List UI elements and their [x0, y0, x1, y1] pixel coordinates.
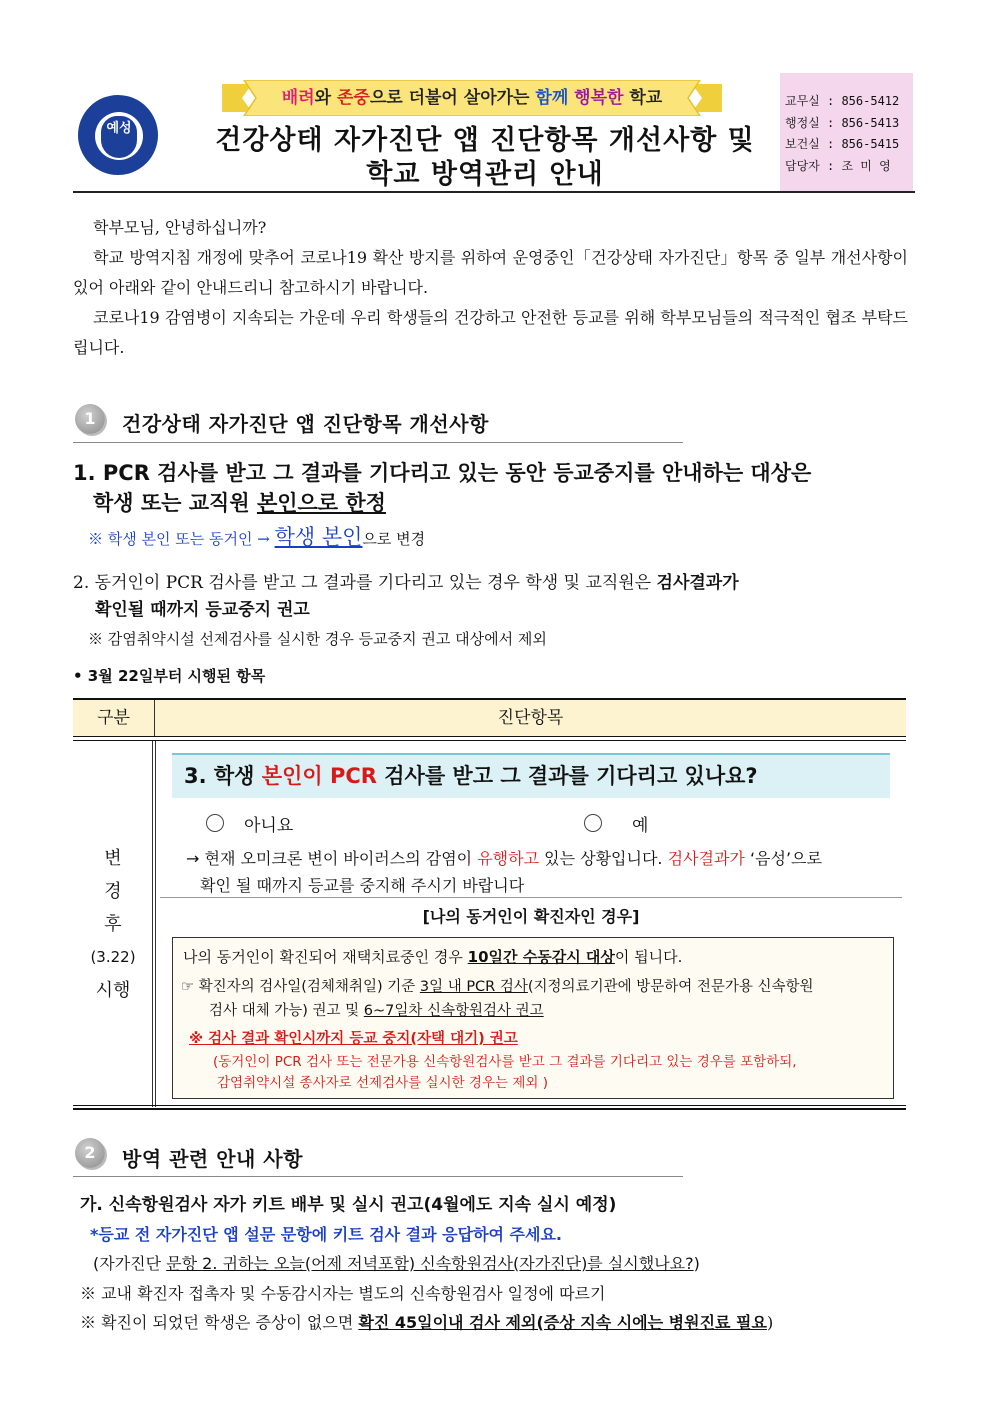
page-title: [175, 124, 795, 192]
banner-word-8: 학교: [623, 88, 663, 108]
intro-paragraph-2: 코로나19 감염병이 지속되는 가운데 우리 학생들의 건강하고 안전한 등교를 위해 학부모님들의 적극적인 협조 부탁드립니다.: [73, 308, 908, 357]
row-label-char: 경: [104, 881, 122, 902]
row-label-char: 시행: [95, 980, 131, 1001]
line-4-text: ): [766, 1313, 774, 1332]
question-text: 검사를 받고 그 결과를 기다리고 있나요?: [376, 764, 758, 788]
section-2-line-2: [93, 1251, 700, 1277]
box-text: (지정의료기관에 방문하여 전문가용 신속항원: [527, 979, 814, 995]
question-emphasis: 본인이 PCR: [261, 764, 377, 788]
row-label-date: (3.22): [90, 948, 136, 966]
answer-text: → 현재 오미크론 변이 바이러스의 감염이: [186, 849, 478, 868]
answer-text: ‘음성’으로: [744, 849, 822, 868]
line-2-text: ): [693, 1254, 700, 1273]
item-2-line-1: [73, 569, 739, 598]
radio-yes[interactable]: [584, 814, 602, 832]
line-4-text: ※ 확진이 되었던 학생은 증상이 없으면: [80, 1313, 359, 1332]
row-label-char: 변: [104, 848, 122, 869]
title-line-2: 학교 방역관리 안내: [366, 159, 604, 190]
table-bottom-rule: [73, 1105, 906, 1106]
banner-word-1: 배려: [281, 88, 315, 108]
box-line-1: [183, 945, 682, 969]
contact-line: 보건실 : 856-5415: [785, 137, 900, 151]
box-text: ☞ 확진자의 검사일(검체채취일) 기준: [181, 979, 420, 995]
box-text: 이 됩니다.: [614, 948, 683, 966]
table-rule: [73, 736, 906, 737]
section-number-2: 2: [75, 1138, 105, 1168]
question-text: 3. 학생: [184, 764, 262, 788]
question-box: [172, 753, 890, 798]
greeting: 학부모님, 안녕하십니까?: [93, 218, 267, 237]
answer-emphasis: 유행하고: [477, 849, 540, 868]
row-label: [73, 842, 153, 1007]
table-rule: [73, 740, 906, 741]
line-4-emphasis: 확진 45일이내 검사 제외(증상 지속 시에는 병원진료 필요: [358, 1313, 767, 1332]
item-2-note: ※ 감염취약시설 선제검사를 실시한 경우 등교중지 권고 대상에서 제외: [88, 630, 547, 648]
box-line-3: [209, 999, 544, 1023]
table-bottom-rule: [73, 1108, 906, 1110]
contact-box: [780, 73, 913, 191]
contact-line: 행정실 : 856-5413: [785, 115, 900, 130]
banner-word-3: 존중: [336, 88, 370, 108]
section-2-underline: [73, 1176, 683, 1177]
answer-line-1: [186, 844, 822, 873]
answer-text: 있는 상황입니다.: [539, 849, 668, 868]
item-1-note-emphasis: 학생 본인: [274, 525, 363, 549]
line-2-text: (자가진단: [93, 1254, 167, 1273]
logo-text: 예성: [106, 121, 132, 136]
section-1-underline: [73, 442, 683, 443]
section-2-title: 방역 관련 안내 사항: [122, 1147, 303, 1171]
section-2-item-a: 가. 신속항원검사 자가 키트 배부 및 실시 권고(4월에도 지속 실시 예정): [80, 1195, 617, 1215]
banner-word-2: 와: [314, 88, 337, 108]
banner-word-5: 함께: [535, 88, 569, 108]
answer-emphasis: 검사결과가: [667, 849, 745, 868]
option-yes-label: 예: [632, 816, 649, 836]
box-emphasis: 6~7일차 신속항원검사 권고: [363, 1003, 544, 1019]
box-emphasis: 10일간 수동감시 대상: [467, 948, 615, 966]
item-2-line-2: 확인될 때까지 등교중지 권고: [95, 600, 310, 620]
banner-word-7: 행복한: [574, 88, 624, 108]
item-1-text: 학생 또는 교직원: [93, 491, 257, 515]
line-2-emphasis: 문항 2. 귀하는 오늘(어제 저녁포함) 신속항원검사(자가진단)를 실시했나요?: [166, 1254, 694, 1273]
section-2-line-3: ※ 교내 확진자 접촉자 및 수동감시자는 별도의 신속항원검사 일정에 따르기: [80, 1284, 606, 1303]
item-2-emphasis: 검사결과가: [656, 573, 739, 593]
box-line-4: ※ 검사 결과 확인시까지 등교 중지(자택 대기) 권고: [189, 1031, 518, 1047]
item-1-line-1: 1. PCR 검사를 받고 그 결과를 기다리고 있는 동안 등교중지를 안내하는 대상은: [73, 461, 812, 485]
box-text: 검사 대체 가능) 권고 및: [209, 1003, 364, 1019]
item-1-note-suffix: 으로 변경: [362, 530, 426, 548]
box-line-5: (동거인이 PCR 검사 또는 전문가용 신속항원검사를 받고 그 결과를 기다리고 있는 경우를 포함하되,: [213, 1054, 797, 1070]
box-line-6: 감염취약시설 종사자로 선제검사를 실시한 경우는 제외 ): [217, 1075, 548, 1091]
section-2-line-1: *등교 전 자가진단 앱 설문 문항에 키트 검사 결과 응답하여 주세요.: [90, 1225, 563, 1244]
school-logo: [78, 95, 158, 175]
effective-date-note: • 3월 22일부터 시행된 항목: [73, 667, 266, 685]
box-line-2: [181, 975, 814, 999]
contact-line: 교무실 : 856-5412: [785, 94, 900, 108]
section-number-1: 1: [75, 404, 105, 434]
table-subheading: [나의 동거인이 확진자인 경우]: [422, 907, 640, 926]
section-1-title: 건강상태 자가진단 앱 진단항목 개선사항: [122, 412, 489, 436]
item-1-emphasis: 본인으로 한정: [256, 491, 386, 515]
table-header-items: 진단항목: [497, 708, 564, 728]
item-1-line-2: [93, 488, 386, 518]
box-emphasis: 3일 내 PCR 검사: [419, 979, 528, 995]
header-divider: [73, 191, 915, 193]
household-contact-box: [172, 937, 894, 1099]
radio-no[interactable]: [206, 814, 224, 832]
title-line-1: 건강상태 자가진단 앱 진단항목 개선사항 및: [215, 125, 755, 156]
option-no-label: 아니요: [244, 816, 294, 836]
box-text: 나의 동거인이 확진되어 재택치료중인 경우: [183, 948, 468, 966]
item-1-note: [88, 525, 425, 551]
section-2-line-4: [80, 1311, 773, 1335]
row-label-char: 후: [104, 914, 122, 935]
banner-slogan: [222, 80, 722, 116]
item-2-text: 2. 동거인이 PCR 검사를 받고 그 결과를 기다리고 있는 경우 학생 및 교직원은: [73, 573, 657, 593]
table-header-category: 구분: [97, 708, 130, 728]
answer-line-2: 확인 될 때까지 등교를 중지해 주시기 바랍니다: [200, 876, 525, 895]
banner-word-4: 으로 더불어 살아가는: [369, 88, 536, 108]
contact-line: 담당자 : 조 미 영: [785, 158, 891, 173]
item-1-note-prefix: ※ 학생 본인 또는 동거인 →: [88, 530, 275, 548]
intro-paragraph-1: 학교 방역지침 개정에 맞추어 코로나19 확산 방지를 위하여 운영중인「건강상태 자가진단」항목 중 일부 개선사항이 있어 아래와 같이 안내드리니 참고하시기 바랍니다.: [73, 248, 908, 297]
